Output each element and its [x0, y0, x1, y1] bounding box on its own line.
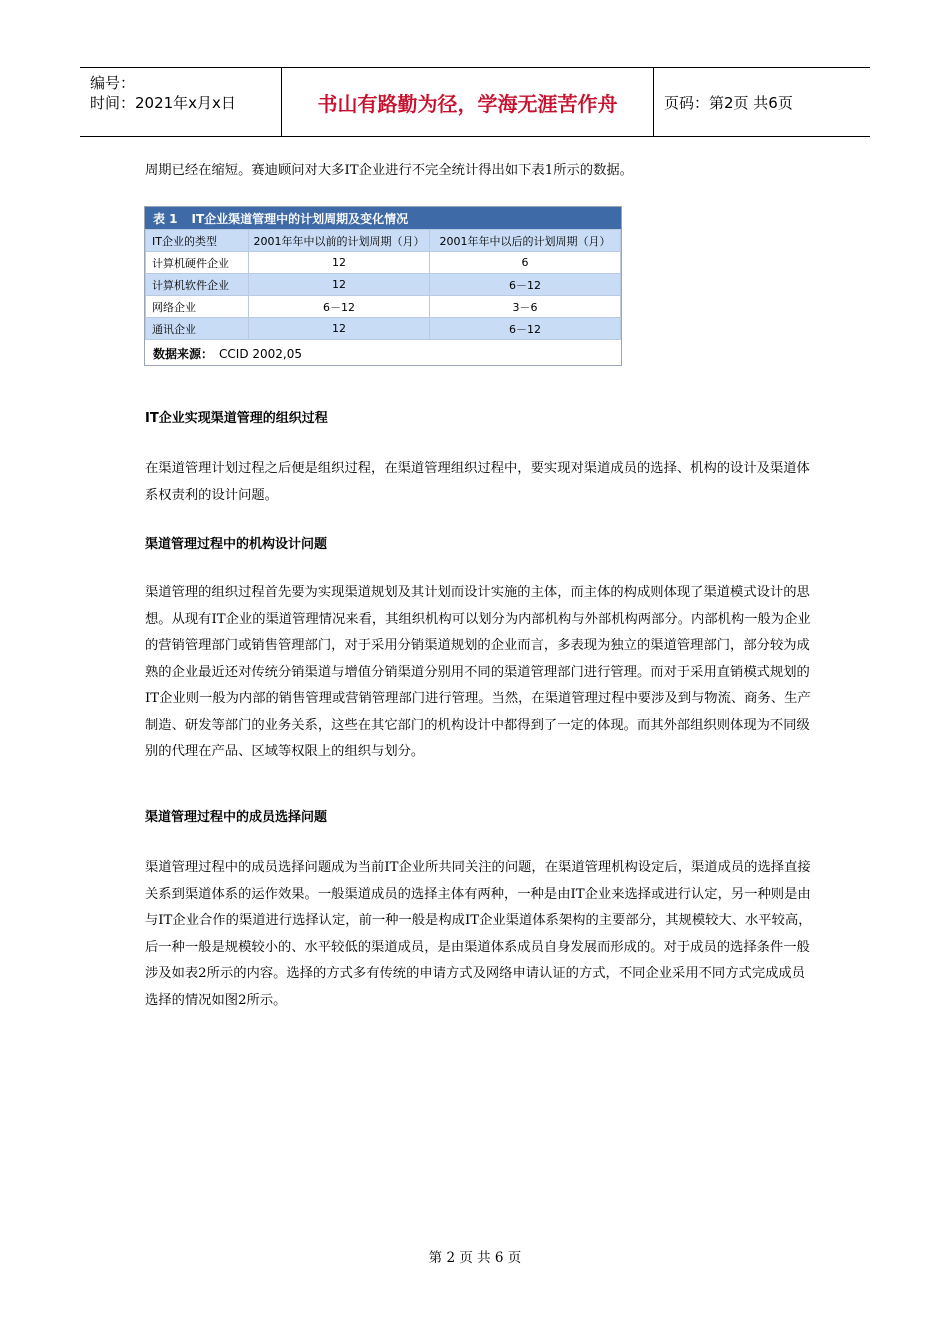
table-cell: 通讯企业 — [146, 318, 249, 340]
table-row — [146, 252, 621, 274]
table-title-bar — [145, 207, 621, 229]
paragraph: 渠道管理过程中的成员选择问题成为当前IT企业所共同关注的问题，在渠道管理机构设定后，渠道成员的选择直接关系到渠道体系的运作效果。一般渠道成员的选择主体有两种，一种是由IT企业来选择或进行认定，另一种则是由与IT企业合作的渠道进行选择认定，前一种一般是构成IT企业渠道体系架构的主要部分，其规模较大、水平较高，后一种一般是规模较小的、水平较低的渠道成员，是由渠道体系成员自身发展而形成的。对于成员的选择条件一般涉及如表2所示的内容。选择的方式多有传统的申请方式及网络申请认证的方式，不同企业采用不同方式完成成员选择的情况如图2所示。 — [145, 860, 812, 1008]
data-table — [145, 229, 621, 340]
table-header-cell: IT企业的类型 — [146, 230, 249, 252]
table-cell: 3－6 — [430, 296, 621, 318]
table-cell: 网络企业 — [146, 296, 249, 318]
number-label: 编号： — [90, 74, 136, 92]
table-cell: 6－12 — [430, 318, 621, 340]
table-cell: 12 — [249, 318, 430, 340]
table-row — [146, 274, 621, 296]
table-cell: 12 — [249, 252, 430, 274]
table-row — [146, 318, 621, 340]
intro-line: 周期已经在缩短。赛迪顾问对大多IT企业进行不完全统计得出如下表1所示的数据。 — [145, 163, 633, 178]
table-header-cell: 2001年年中以后的计划周期（月） — [430, 230, 621, 252]
section-members-body — [145, 855, 815, 1014]
source-label: 数据来源： — [153, 347, 214, 361]
section-heading: 渠道管理过程中的机构设计问题 — [145, 537, 328, 552]
table-row — [146, 296, 621, 318]
section-organization — [145, 406, 815, 433]
source-value: CCID 2002,05 — [219, 347, 302, 361]
table-cell: 6－12 — [249, 296, 430, 318]
header-motto: 书山有路勤为径，学海无涯苦作舟 — [282, 68, 654, 136]
table-header-row — [146, 230, 621, 252]
table-number: 表 1 — [153, 211, 178, 226]
table-cell: 6－12 — [430, 274, 621, 296]
time-label: 时间：2021年x月x日 — [90, 94, 236, 112]
section-structure-body — [145, 580, 815, 766]
table-cell: 6 — [430, 252, 621, 274]
page-header — [80, 67, 870, 137]
section-members — [145, 805, 815, 832]
section-heading: IT企业实现渠道管理的组织过程 — [145, 411, 328, 426]
table-source — [145, 340, 621, 362]
data-table-figure — [144, 206, 622, 366]
section-heading: 渠道管理过程中的成员选择问题 — [145, 810, 328, 825]
paragraph: 在渠道管理计划过程之后便是组织过程，在渠道管理组织过程中，要实现对渠道成员的选择、机构的设计及渠道体系权责利的设计问题。 — [145, 461, 810, 503]
header-meta — [80, 68, 282, 136]
page-footer: 第 2 页 共 6 页 — [428, 1250, 522, 1266]
paragraph: 渠道管理的组织过程首先要为实现渠道规划及其计划而设计实施的主体，而主体的构成则体现了渠道模式设计的思想。从现有IT企业的渠道管理情况来看，其组织机构可以划分为内部机构与外部机构两部分。内部机构一般为企业的营销管理部门或销售管理部门，对于采用分销渠道规划的企业而言，多表现为独立的渠道管理部门，部分较为成熟的企业最近还对传统分销渠道与增值分销渠道分别用不同的渠道管理部门进行管理。而对于采用直销模式规划的IT企业则一般为内部的销售管理或营销管理部门进行管理。当然，在渠道管理过程中要涉及到与物流、商务、生产制造、研发等部门的业务关系，这些在其它部门的机构设计中都得到了一定的体现。而其外部组织则体现为不同级别的代理在产品、区域等权限上的组织与划分。 — [145, 585, 811, 759]
section-structure — [145, 532, 815, 559]
table-cell: 计算机软件企业 — [146, 274, 249, 296]
table-cell: 计算机硬件企业 — [146, 252, 249, 274]
table-title: IT企业渠道管理中的计划周期及变化情况 — [191, 211, 409, 226]
table-header-cell: 2001年年中以前的计划周期（月） — [249, 230, 430, 252]
header-page-code: 页码：第2页 共6页 — [664, 93, 793, 112]
intro-paragraph — [145, 158, 815, 185]
section-organization-body — [145, 456, 815, 509]
table-cell: 12 — [249, 274, 430, 296]
